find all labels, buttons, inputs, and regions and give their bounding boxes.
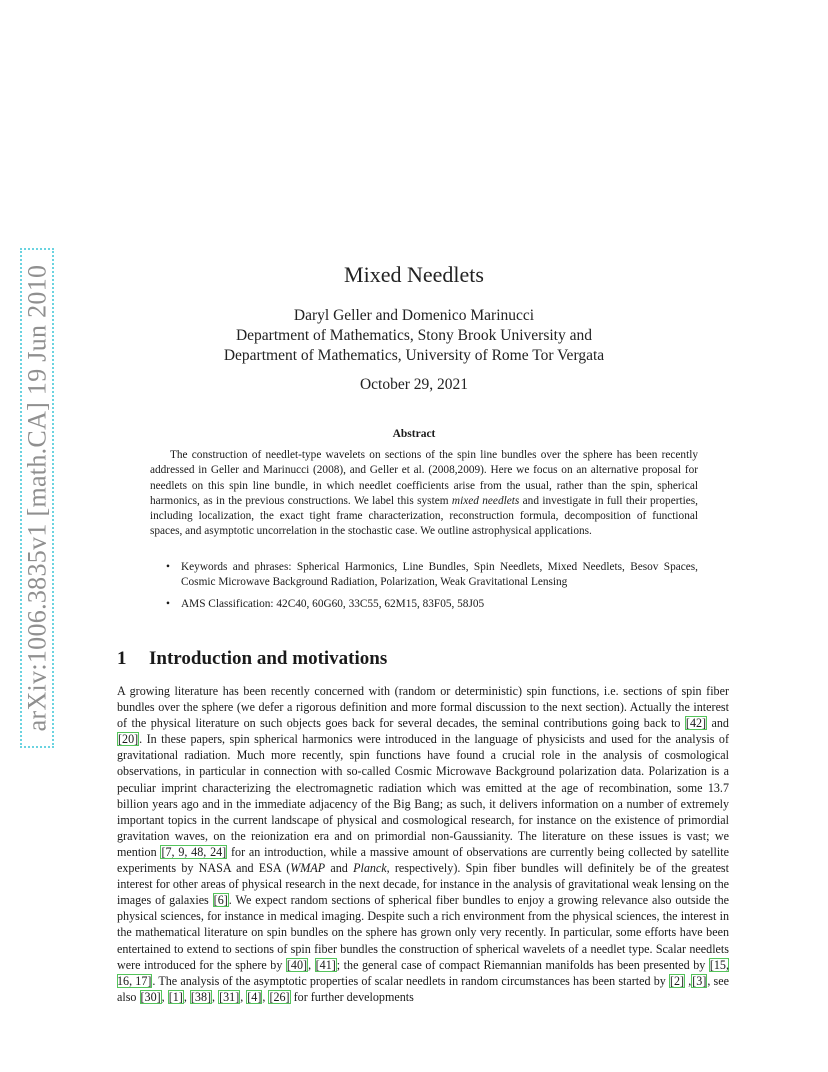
body-text-span: for further developments bbox=[290, 989, 414, 1004]
keywords-item bbox=[166, 560, 698, 591]
introduction-paragraph bbox=[117, 683, 729, 1005]
author-names: Daryl Geller and Domenico Marinucci bbox=[293, 307, 535, 324]
keyword-list bbox=[166, 560, 698, 618]
body-text-span: . We expect random sections of spherical fiber bundles to enjoy a growing relevance also outside the physical sciences, for instance in medical imaging. Despite such a rich environment from the physical sciences, the interest in the mathematical literature on spin bundles on the sphere has grown only very recently. In particular, some efforts have been entertained to extend to sections of spin fiber bundles the construction of spherical wavelets of a needlet type. Scalar needlets were introduced for the sphere by bbox=[117, 893, 729, 972]
section-number: 1 bbox=[117, 648, 127, 669]
citation-link-38[interactable]: [38] bbox=[190, 989, 212, 1004]
body-text-span: , bbox=[262, 989, 269, 1004]
keywords-text: Keywords and phrases: Spherical Harmonics, Line Bundles, Spin Needlets, Mixed Needlets, Besov Spaces, Cosmic Microwave Background Radiation, Polarization, Weak Gravitational Lensing bbox=[181, 561, 698, 589]
citation-link-6[interactable]: [6] bbox=[213, 893, 228, 908]
citation-link-2[interactable]: [2] bbox=[669, 973, 685, 988]
body-text-span: , respectively). Spin fiber bundles will definitely be of the greatest interest for other areas of physical research in the next decade, for instance in the analysis of gravitational weak lensing on the images of galaxies bbox=[117, 861, 730, 908]
citation-link-20[interactable]: [20] bbox=[118, 732, 139, 747]
body-text-span: . The analysis of the asymptotic properties of scalar needlets in random circumstances has been started by bbox=[152, 973, 669, 988]
abstract-emphasis: mixed needlets bbox=[451, 494, 520, 507]
body-text-span: , bbox=[685, 973, 692, 988]
arxiv-identifier-text: arXiv:1006.3835v1 [math.CA] 19 Jun 2010 bbox=[22, 264, 52, 732]
emphasis-wmap: WMAP bbox=[290, 861, 326, 876]
abstract-heading: Abstract bbox=[392, 428, 436, 440]
abstract-part-1: The construction of needlet-type wavelets on sections of the spin line bundles over the sphere has been recently addressed in Geller and Marinucci (2008), and Geller et al. (2008,2009). Here we focus on an alternative proposal for needlets on this spin line bundle, in which needlet coefficients arise from the usual, rather than the spin, spherical harmonics, as in the previous constructions. We label this system bbox=[150, 449, 698, 507]
body-text-span: , see also bbox=[117, 973, 729, 1004]
emphasis-planck: Planck bbox=[353, 861, 387, 876]
citation-link-4[interactable]: [4] bbox=[247, 989, 262, 1004]
paper-date: October 29, 2021 bbox=[359, 376, 469, 393]
citation-link-1[interactable]: [1] bbox=[168, 989, 183, 1004]
citation-link-40[interactable]: [40] bbox=[286, 957, 308, 972]
body-text-span: . In these papers, spin spherical harmonics were introduced in the language of physicists and used for the analysis of gravitational radiation. Much more recently, spin functions have found a crucial role in the analysis of cosmological observations, in particular in connection with so-called Cosmic Microwave Background polarization data. Polarization is a peculiar imprint characterizing the electromagnetic radiation which was emitted at the age of recombination, some 13.7 billion years ago and in the immediate adjacency of the Big Bang; as such, it delivers information on a number of extremely important topics in the current landscape of physical and cosmological research, for instance on the existence of primordial gravitation waves, on the reionization era and on primordial non-Gaussianity. The literature on these issues is vast; we mention bbox=[117, 732, 729, 859]
citation-link-7-9-48-24[interactable]: [7, 9, 48, 24] bbox=[161, 844, 227, 859]
ams-classification-item bbox=[166, 597, 698, 612]
body-text-span: , bbox=[212, 989, 219, 1004]
body-text-span: ; the general case of compact Riemannian manifolds has been presented by bbox=[336, 957, 709, 972]
body-text-span: , bbox=[240, 989, 247, 1004]
body-text-span: for an introduction, while a massive amount of observations are currently being collected by satellite experiments by NASA and ESA ( bbox=[117, 844, 729, 876]
body-text-span: and bbox=[325, 861, 354, 876]
body-text-span: , bbox=[161, 989, 168, 1004]
abstract-text bbox=[150, 448, 698, 540]
citation-link-30[interactable]: [30] bbox=[140, 989, 161, 1004]
citation-link-41[interactable]: [41] bbox=[315, 957, 336, 972]
abstract-part-2: and investigate in full their properties, including localization, the exact tight frame characterization, reconstruction formula, decomposition of functional spaces, and asymptotic uncorrelation in the stochastic case. We outline astrophysical applications. bbox=[150, 494, 698, 538]
affiliation-line-1: Department of Mathematics, Stony Brook University and bbox=[235, 327, 592, 344]
body-text-span: and bbox=[707, 716, 729, 731]
author-block bbox=[0, 306, 828, 366]
section-title: Introduction and motivations bbox=[149, 648, 388, 669]
bullet-icon: • bbox=[166, 597, 170, 610]
body-text-span: , bbox=[308, 957, 315, 972]
citation-link-31[interactable]: [31] bbox=[219, 989, 240, 1004]
citation-link-3[interactable]: [3] bbox=[692, 973, 707, 988]
paper-title: Mixed Needlets bbox=[344, 262, 484, 287]
body-text-span: A growing literature has been recently concerned with (random or deterministic) spin functions, i.e. sections of spin fiber bundles over the sphere (we defer a rigorous definition and more formal discussion to the next section). Actually the interest of the physical literature on such objects goes back for several decades, the seminal contributions going back to bbox=[117, 684, 729, 731]
section-heading bbox=[117, 648, 387, 670]
citation-link-42[interactable]: [42] bbox=[685, 716, 707, 731]
affiliation-line-2: Department of Mathematics, University of Rome Tor Vergata bbox=[223, 347, 605, 364]
ams-classification-text: AMS Classification: 42C40, 60G60, 33C55, 62M15, 83F05, 58J05 bbox=[181, 597, 485, 610]
body-text-span: , bbox=[183, 989, 190, 1004]
citation-link-26[interactable]: [26] bbox=[269, 989, 290, 1004]
citation-link-15-16-17[interactable]: [15, 16, 17] bbox=[117, 957, 730, 988]
bullet-icon: • bbox=[166, 561, 170, 573]
